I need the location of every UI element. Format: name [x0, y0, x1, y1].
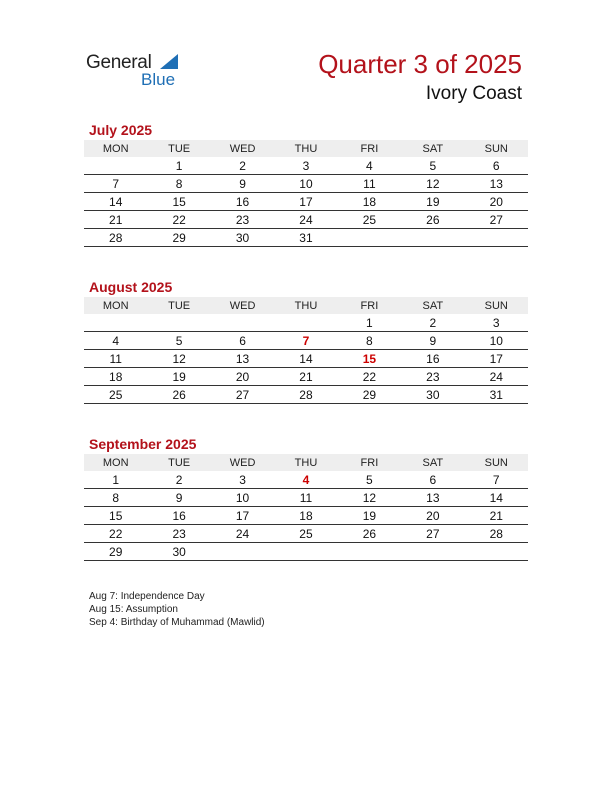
day-cell: 25	[274, 525, 337, 543]
country-name: Ivory Coast	[425, 83, 522, 104]
day-cell: 11	[274, 489, 337, 507]
day-cell: 27	[211, 386, 274, 404]
empty-day-cell	[465, 543, 528, 561]
day-cell: 22	[338, 368, 401, 386]
day-cell: 12	[401, 175, 464, 193]
month-title: September 2025	[89, 436, 197, 452]
day-cell: 7	[465, 471, 528, 489]
empty-day-cell	[401, 229, 464, 247]
day-cell: 2	[147, 471, 210, 489]
day-cell: 25	[338, 211, 401, 229]
day-cell: 24	[211, 525, 274, 543]
page-title: Quarter 3 of 2025	[318, 49, 522, 79]
day-cell: 20	[465, 193, 528, 211]
day-cell: 17	[211, 507, 274, 525]
empty-day-cell	[401, 543, 464, 561]
weekday-header: FRI	[338, 140, 401, 157]
day-cell: 12	[338, 489, 401, 507]
weekday-header: FRI	[338, 454, 401, 471]
weekday-header: WED	[211, 140, 274, 157]
holiday-note: Aug 15: Assumption	[89, 604, 178, 615]
day-cell: 1	[84, 471, 147, 489]
day-cell: 7	[274, 332, 337, 350]
day-cell: 26	[401, 211, 464, 229]
day-cell: 22	[147, 211, 210, 229]
brand-logo	[86, 52, 196, 92]
day-cell: 12	[147, 350, 210, 368]
weekday-header-row	[84, 140, 528, 157]
day-cell: 31	[465, 386, 528, 404]
day-cell: 18	[84, 368, 147, 386]
holiday-note: Aug 7: Independence Day	[89, 591, 205, 602]
day-cell: 3	[465, 314, 528, 332]
weekday-header: TUE	[147, 454, 210, 471]
weekday-header: SAT	[401, 297, 464, 314]
day-cell: 7	[84, 175, 147, 193]
day-cell: 16	[211, 193, 274, 211]
day-cell: 8	[338, 332, 401, 350]
week-row	[84, 157, 528, 175]
day-cell: 8	[147, 175, 210, 193]
weekday-header: MON	[84, 297, 147, 314]
day-cell: 30	[147, 543, 210, 561]
day-cell: 11	[84, 350, 147, 368]
weekday-header: WED	[211, 297, 274, 314]
weekday-header: THU	[274, 454, 337, 471]
day-cell: 4	[338, 157, 401, 175]
day-cell: 2	[401, 314, 464, 332]
day-cell: 25	[84, 386, 147, 404]
day-cell: 30	[211, 229, 274, 247]
day-cell: 5	[401, 157, 464, 175]
week-row	[84, 332, 528, 350]
day-cell: 27	[465, 211, 528, 229]
weekday-header: THU	[274, 297, 337, 314]
day-cell: 13	[401, 489, 464, 507]
day-cell: 23	[211, 211, 274, 229]
logo-text-general: General	[86, 52, 152, 73]
empty-day-cell	[147, 314, 210, 332]
day-cell: 18	[338, 193, 401, 211]
day-cell: 18	[274, 507, 337, 525]
day-cell: 16	[147, 507, 210, 525]
weekday-header: FRI	[338, 297, 401, 314]
weekday-header: SAT	[401, 454, 464, 471]
week-row	[84, 175, 528, 193]
weekday-header: WED	[211, 454, 274, 471]
day-cell: 21	[84, 211, 147, 229]
week-row	[84, 314, 528, 332]
day-cell: 6	[465, 157, 528, 175]
day-cell: 29	[147, 229, 210, 247]
day-cell: 21	[465, 507, 528, 525]
day-cell: 20	[211, 368, 274, 386]
month-calendar-table	[84, 140, 528, 247]
weekday-header: TUE	[147, 297, 210, 314]
day-cell: 20	[401, 507, 464, 525]
day-cell: 17	[274, 193, 337, 211]
week-row	[84, 489, 528, 507]
day-cell: 23	[147, 525, 210, 543]
empty-day-cell	[211, 543, 274, 561]
day-cell: 28	[84, 229, 147, 247]
weekday-header: SUN	[465, 454, 528, 471]
weekday-header: MON	[84, 454, 147, 471]
logo-flag-icon	[160, 54, 178, 69]
day-cell: 13	[465, 175, 528, 193]
day-cell: 22	[84, 525, 147, 543]
month-calendar-table	[84, 454, 528, 561]
day-cell: 5	[147, 332, 210, 350]
day-cell: 1	[338, 314, 401, 332]
day-cell: 8	[84, 489, 147, 507]
week-row	[84, 211, 528, 229]
month-title: July 2025	[89, 122, 153, 138]
week-row	[84, 471, 528, 489]
weekday-header: MON	[84, 140, 147, 157]
month-block	[84, 436, 528, 561]
day-cell: 14	[465, 489, 528, 507]
month-block	[84, 122, 528, 247]
empty-day-cell	[211, 314, 274, 332]
month-block	[84, 279, 528, 404]
day-cell: 29	[84, 543, 147, 561]
week-row	[84, 543, 528, 561]
day-cell: 31	[274, 229, 337, 247]
day-cell: 24	[274, 211, 337, 229]
day-cell: 15	[338, 350, 401, 368]
day-cell: 28	[465, 525, 528, 543]
day-cell: 27	[401, 525, 464, 543]
empty-day-cell	[338, 229, 401, 247]
day-cell: 23	[401, 368, 464, 386]
week-row	[84, 507, 528, 525]
day-cell: 10	[465, 332, 528, 350]
month-title: August 2025	[89, 279, 173, 295]
day-cell: 9	[401, 332, 464, 350]
day-cell: 3	[274, 157, 337, 175]
weekday-header-row	[84, 297, 528, 314]
week-row	[84, 525, 528, 543]
week-row	[84, 350, 528, 368]
holiday-note: Sep 4: Birthday of Muhammad (Mawlid)	[89, 617, 265, 628]
empty-day-cell	[338, 543, 401, 561]
day-cell: 4	[274, 471, 337, 489]
day-cell: 19	[147, 368, 210, 386]
day-cell: 13	[211, 350, 274, 368]
day-cell: 30	[401, 386, 464, 404]
holiday-notes	[89, 590, 265, 629]
week-row	[84, 193, 528, 211]
day-cell: 5	[338, 471, 401, 489]
weekday-header: SUN	[465, 140, 528, 157]
day-cell: 15	[147, 193, 210, 211]
day-cell: 3	[211, 471, 274, 489]
weekday-header: SAT	[401, 140, 464, 157]
day-cell: 4	[84, 332, 147, 350]
logo-text-blue: Blue	[141, 70, 176, 89]
day-cell: 11	[338, 175, 401, 193]
day-cell: 19	[401, 193, 464, 211]
day-cell: 16	[401, 350, 464, 368]
day-cell: 10	[211, 489, 274, 507]
day-cell: 10	[274, 175, 337, 193]
day-cell: 26	[147, 386, 210, 404]
day-cell: 24	[465, 368, 528, 386]
empty-day-cell	[274, 314, 337, 332]
weekday-header-row	[84, 454, 528, 471]
day-cell: 9	[147, 489, 210, 507]
day-cell: 1	[147, 157, 210, 175]
day-cell: 29	[338, 386, 401, 404]
day-cell: 28	[274, 386, 337, 404]
day-cell: 14	[84, 193, 147, 211]
day-cell: 6	[401, 471, 464, 489]
day-cell: 19	[338, 507, 401, 525]
day-cell: 15	[84, 507, 147, 525]
empty-day-cell	[84, 157, 147, 175]
day-cell: 21	[274, 368, 337, 386]
week-row	[84, 229, 528, 247]
weekday-header: SUN	[465, 297, 528, 314]
day-cell: 6	[211, 332, 274, 350]
day-cell: 26	[338, 525, 401, 543]
week-row	[84, 386, 528, 404]
empty-day-cell	[274, 543, 337, 561]
week-row	[84, 368, 528, 386]
day-cell: 17	[465, 350, 528, 368]
weekday-header: THU	[274, 140, 337, 157]
day-cell: 9	[211, 175, 274, 193]
weekday-header: TUE	[147, 140, 210, 157]
empty-day-cell	[465, 229, 528, 247]
day-cell: 2	[211, 157, 274, 175]
empty-day-cell	[84, 314, 147, 332]
day-cell: 14	[274, 350, 337, 368]
month-calendar-table	[84, 297, 528, 404]
